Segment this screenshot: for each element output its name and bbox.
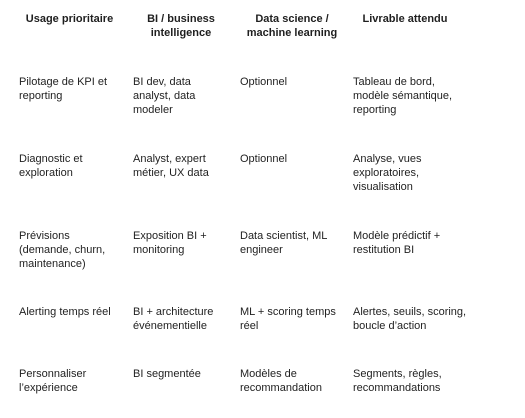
table-cell-livrable: Tableau de bord, modèle sémantique, reporting [353,76,453,116]
column-header-bi: BI / business intelligence [147,13,215,39]
table-cell-usage: Alerting temps réel [19,306,111,318]
table-cell-usage: Diagnostic et exploration [19,153,83,179]
table-cell-bi: BI dev, data analyst, data modeler [133,76,196,116]
table-cell-data-science: Optionnel [240,76,288,88]
table-cell-bi: BI + architecture événementielle [133,306,214,332]
table-cell-bi: Exposition BI + monitoring [133,230,207,256]
table-cell-livrable: Segments, règles, recommandations [353,368,442,394]
table-cell-usage: Pilotage de KPI et reporting [19,76,108,102]
table-cell-livrable: Alertes, seuils, scoring, boucle d’action [353,306,467,332]
table-cell-usage: Personnaliser l’expérience [19,368,87,394]
column-header-livrable: Livrable attendu [362,13,448,25]
table-cell-data-science: Modèles de recommandation [240,368,322,394]
table-cell-livrable: Modèle prédictif + restitution BI [353,230,441,256]
table-cell-usage: Prévisions (demande, churn, maintenance) [19,230,106,270]
table-cell-bi: Analyst, expert métier, UX data [133,153,209,179]
column-header-data-science: Data science / machine learning [246,13,338,39]
table-cell-bi: BI segmentée [133,368,201,380]
column-header-usage: Usage prioritaire [25,13,114,25]
table-cell-data-science: Optionnel [240,153,288,165]
table-cell-data-science: ML + scoring temps réel [240,306,336,332]
table-cell-livrable: Analyse, vues exploratoires, visualisation [353,153,422,193]
table-cell-data-science: Data scientist, ML engineer [240,230,328,256]
